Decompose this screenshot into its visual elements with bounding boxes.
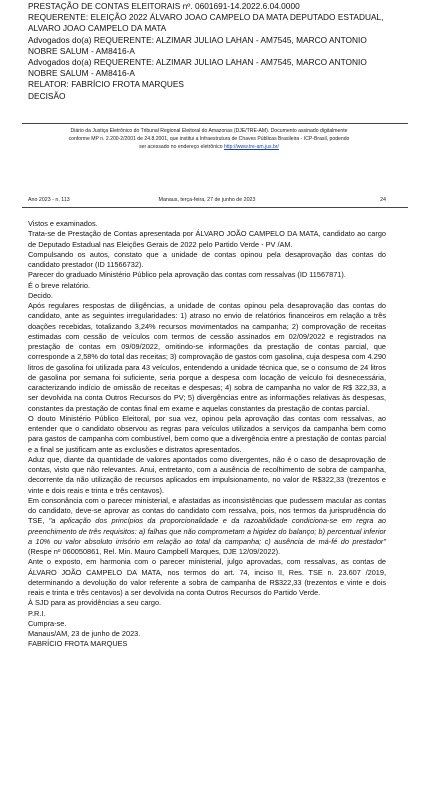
paragraph-vistos: Vistos e examinados. [28, 219, 98, 228]
relator-line: RELATOR: FABRÍCIO FROTA MARQUES [28, 79, 184, 90]
requerente-name-line: ALVARO JOAO CAMPELO DA MATA [28, 23, 167, 34]
jurisprudence-quote: "a aplicação dos princípios da proporcionalidade e da razoabilidade condiciona-se em regra ao preenchimento de três requisitos: a) falhas que não comprometam a higidez do balanço; b) percentual inferior a 10% ou valor absoluto irrisório em relação ao total da campanha; c) ausência de má-fé do prestador" [28, 516, 386, 546]
decision-body [28, 219, 386, 650]
paragraph-ministerio-publico: O douto Ministério Público Eleitoral, por sua vez, opinou pela aprovação das contas com ressalvas, ao entender que o candidato observou as regras para veículos utilizados a serviços da campanha bem como para gastos de campanha com combustível, bem como que a divergência entre a prestação de contas parcial e a final se justificam ante as exclusões e distratos apresentados. [28, 413, 386, 454]
journal-page-number: 24 [380, 197, 386, 203]
paragraph-cumpra-se: Cumpra-se. [28, 618, 67, 628]
paragraph-trata-se: Trata-se de Prestação de Contas apresentada por ÁLVARO JOÃO CAMPELO DA MATA, candidato ao cargo de Deputado Estadual nas Eleições Gerais de 2022 pelo Partido Verde - PV /AM. [28, 229, 386, 249]
paragraph-sjd: À SJD para as providências a seu cargo. [28, 598, 162, 608]
footer-note [34, 128, 384, 151]
paragraph-consonancia [28, 496, 386, 558]
tre-am-link[interactable]: http://www.tre-am.jus.br/ [224, 143, 279, 150]
footer-note-line-3-text: ser acessado no endereço eletrônico [139, 143, 225, 150]
paragraph-decido: Decido. [28, 290, 53, 300]
advogados-line-1-cont: NOBRE SALUM - AM8416-A [28, 45, 135, 56]
footer-top-rule [22, 123, 408, 124]
case-header-block [28, 1, 408, 102]
requerente-line: REQUERENTE: ELEIÇÃO 2022 ÁLVARO JOAO CAMPELO DA MATA DEPUTADO ESTADUAL, [28, 12, 384, 23]
consonancia-text-b: (Respe nº 060050861, Rel. Min. Mauro Campbell Marques, DJE 12/09/2022). [28, 547, 281, 556]
footer-note-line-2: conforme MP n. 2.200-2/2001 de 24.8.2001, que institui a Infraestrutura de Chaves Públicas Brasileira - ICP-Brasil, podendo [68, 135, 350, 142]
advogados-line-2: Advogados do(a) REQUERENTE: ALZIMAR JULIAO LAHAN - AM7545, MARCO ANTONIO [28, 57, 367, 68]
paragraph-aduz: Aduz que, diante da quantidade de valores apontados como divergentes, não é o caso de desaprovação de contas, visto que não relevantes. Anui, entretanto, com a ausência de recolhimento de sobra de campanha, decorrente da não utilização de recursos aplicados em impulsionamento, no valor de R$322,33 (trezentos e vinte e dois reais e trinta e três centavos). [28, 454, 386, 495]
decisao-heading: DECISÃO [28, 90, 66, 101]
paragraph-parecer: Parecer do graduado Ministério Público pela aprovação das contas com ressalvas (ID 11567871). [28, 270, 346, 280]
journal-header-rule [22, 207, 408, 208]
paragraph-compulsando: Compulsando os autos, constato que a unidade de contas opinou pela desaprovação das contas do candidato prestador (ID 11566732). [28, 249, 386, 269]
paragraph-pri: P.R.I. [28, 608, 46, 618]
paragraph-local-date: Manaus/AM, 23 de junho de 2023. [28, 629, 141, 638]
footer-note-line-3 [34, 144, 384, 152]
paragraph-ante-exposto: Ante o exposto, em harmonia com o parecer ministerial, julgo aprovadas, com ressalvas, as contas de ÁLVARO JOÃO CAMPELO DA MATA, nos termos do art. 74, inciso II, Res. TSE n. 23.607 /2019, determinando a devolução do valor referente a sobra de campanha de R$322,33 (trezentos e vinte e dois reais e trinta e três centavos) a ser devolvida na conta Outros Recursos do Partido Verde. [28, 557, 386, 597]
case-number-line: PRESTAÇÃO DE CONTAS ELEITORAIS nº. 0601691-14.2022.6.04.0000 [28, 1, 300, 11]
consonancia-text-a: Em consonância com o parecer ministerial, e afastadas as inconsistências que pudessem macular as contas do candidato, deve-se aprovar as contas do candidato com ressalva, pois, nos termos da jurisprudência do TSE, [28, 495, 386, 526]
journal-edition: Ano 2023 - n. 113 [28, 197, 70, 203]
signature-name: FABRÍCIO FROTA MARQUES [28, 639, 128, 649]
advogados-line-2-cont: NOBRE SALUM - AM8416-A [28, 68, 135, 79]
footer-note-line-1: Diário da Justiça Eletrônico do Tribunal Regional Eleitoral do Amazonas (DJE/TRE-AM). Documento assinado digitalmente [70, 128, 348, 134]
paragraph-relatorio: É o breve relatório. [28, 280, 91, 290]
journal-date: Manaus, terça-feira, 27 de junho de 2023 [158, 197, 256, 203]
paragraph-irregularidades: Após regulares respostas de diligências, a unidade de contas opinou pela desaprovação das contas do candidato, ante as seguintes irregularidades: 1) atraso no envio de relatórios financeiros em relação a três doações recebidas, totalizando 3,24% recursos movimentados na campanha; 2) comprovação de receitas estimadas com cessão de veículos com termos de cessão assinados em 02/09/2022 e registrados na prestação de contas em 09/09/2022, omitindo-se informações da prestação de contas parcial, que corresponde a 2,58% do total das receitas; 3) comprovação de gastos com gasolina, cuja despesa com 4.290 litros de gasolina foi utilizada para 43 veículos, entendendo a unidade técnica que, se o consumo de 24 litros de gasolina por semana foi suficiente, seria porque a despesa com locação de veículo foi desnecessária, caracterizando indício de omissão de receitas e despesas; 4) sobra de campanha no valor de R$ 322,33, a ser devolvida na conta Outros Recursos do PV; 5) divergências entre as informações relativas às despesas, constantes da prestação de contas final em exame e aquelas constantes da prestação de contas parcial. [28, 301, 386, 413]
advogados-line-1: Advogados do(a) REQUERENTE: ALZIMAR JULIAO LAHAN - AM7545, MARCO ANTONIO [28, 34, 367, 45]
